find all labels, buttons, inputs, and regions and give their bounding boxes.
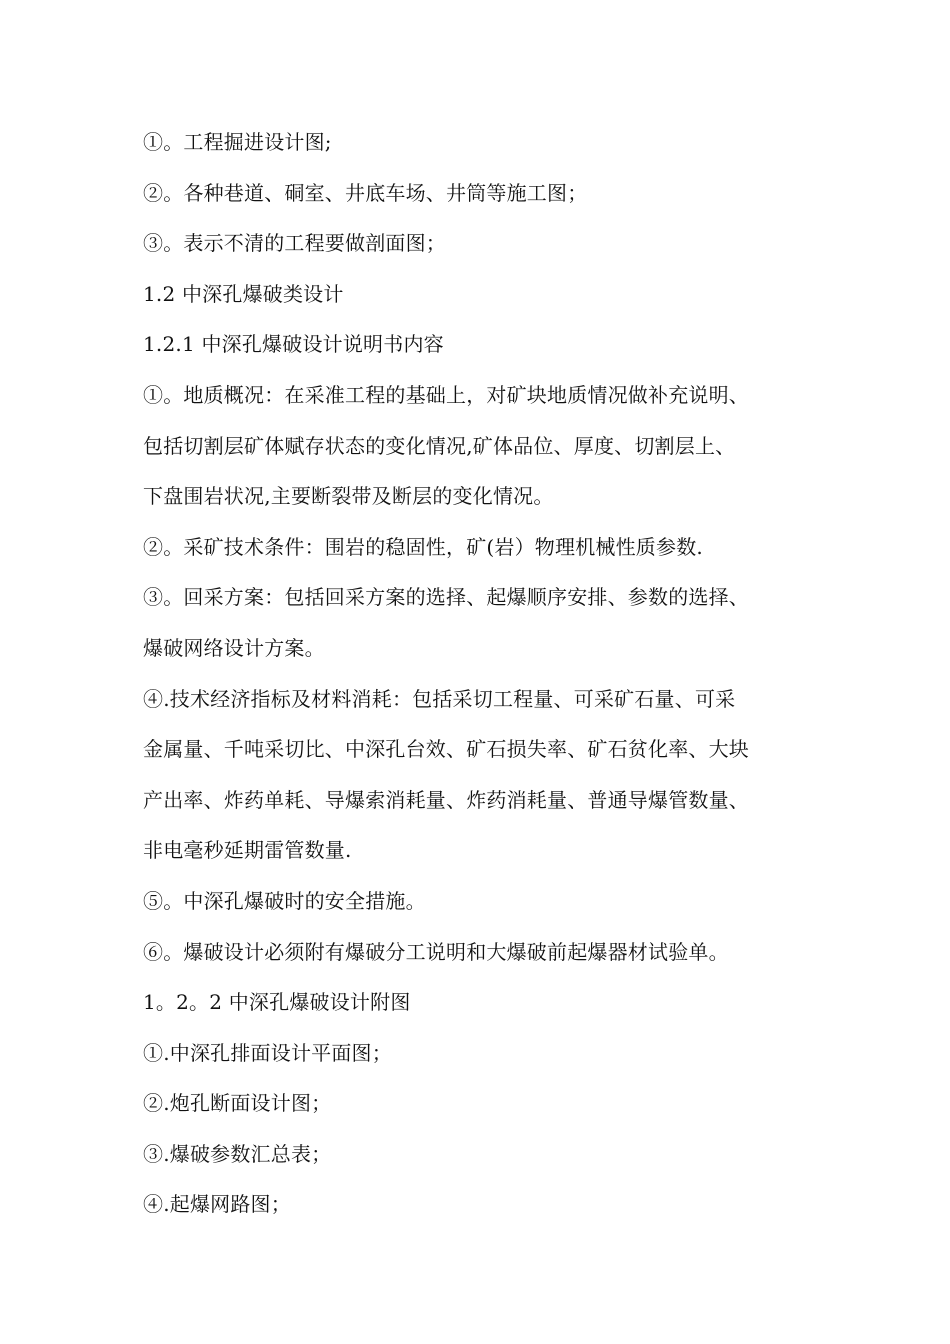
paragraph-indicators-line-3: 产出率、炸药单耗、导爆索消耗量、炸药消耗量、普通导爆管数量、 <box>143 787 749 812</box>
list-item-construction-drawings: ②。各种巷道、硐室、井底车场、井筒等施工图； <box>143 180 588 205</box>
paragraph-indicators-line-1: ④.技术经济指标及材料消耗：包括采切工程量、可采矿石量、可采 <box>143 686 736 711</box>
section-heading-1-2: 1.2 中深孔爆破类设计 <box>143 281 344 306</box>
section-heading-1-2-1: 1.2.1 中深孔爆破设计说明书内容 <box>143 332 444 357</box>
list-item-section-drawing: ③。表示不清的工程要做剖面图； <box>143 231 446 256</box>
paragraph-geology-line-3: 下盘围岩状况,主要断裂带及断层的变化情况。 <box>143 484 554 509</box>
paragraph-stoping-plan-line-1: ③。回采方案：包括回采方案的选择、起爆顺序安排、参数的选择、 <box>143 585 749 610</box>
paragraph-indicators-line-4: 非电毫秒延期雷管数量. <box>143 838 352 863</box>
list-item-engineering-drawing: ①。工程掘进设计图; <box>143 130 332 154</box>
paragraph-mining-conditions: ②。采矿技术条件：围岩的稳固性，矿(岩）物理机械性质参数. <box>143 534 703 559</box>
section-heading-1-2-2: 1。2。2 中深孔爆破设计附图 <box>143 990 411 1015</box>
list-item-plan-view: ①.中深孔排面设计平面图； <box>143 1040 392 1065</box>
list-item-parameter-table: ③.爆破参数汇总表； <box>143 1141 332 1166</box>
paragraph-indicators-line-2: 金属量、千吨采切比、中深孔台效、矿石损失率、矿石贫化率、大块 <box>143 737 749 762</box>
paragraph-safety-measures: ⑤。中深孔爆破时的安全措施。 <box>143 888 426 913</box>
document-body <box>143 117 815 1230</box>
paragraph-stoping-plan-line-2: 爆破网络设计方案。 <box>143 635 325 660</box>
list-item-initiation-network: ④.起爆网路图； <box>143 1192 291 1217</box>
paragraph-blasting-attachments: ⑥。爆破设计必须附有爆破分工说明和大爆破前起爆器材试验单。 <box>143 939 729 964</box>
paragraph-geology-line-2: 包括切割层矿体赋存状态的变化情况,矿体品位、厚度、切割层上、 <box>143 433 736 458</box>
list-item-hole-section: ②.炮孔断面设计图； <box>143 1091 332 1116</box>
paragraph-geology-line-1: ①。地质概况：在采准工程的基础上，对矿块地质情况做补充说明、 <box>143 382 749 407</box>
